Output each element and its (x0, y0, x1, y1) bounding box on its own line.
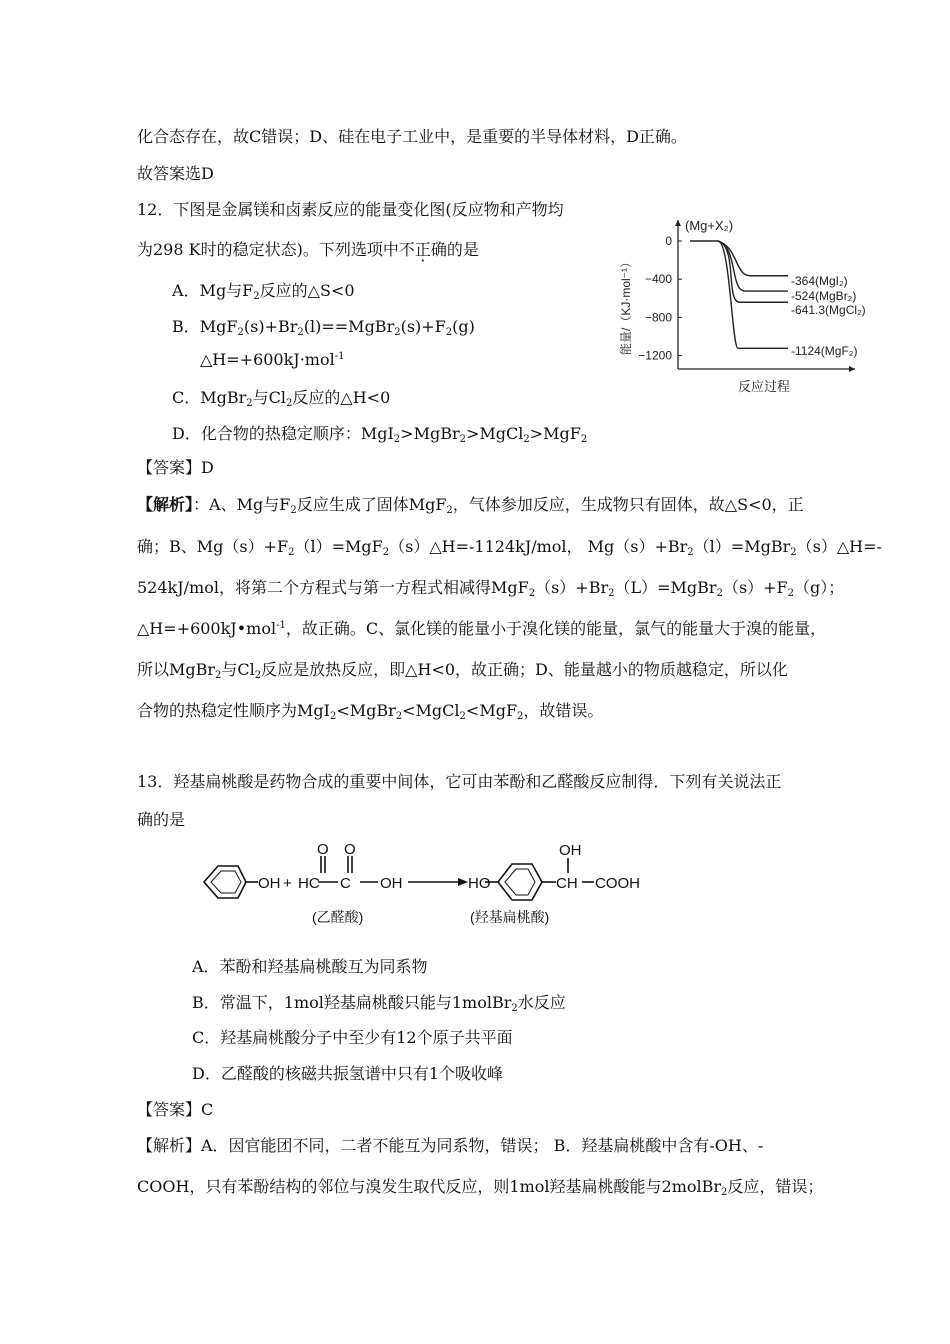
explanation-line (137, 495, 804, 515)
explanation-text: 合物的热稳定性顺序为MgI (137, 701, 330, 720)
hydroxymandelic-acid-label: (羟基扁桃酸) (470, 909, 550, 925)
option-a: A．苯酚和羟基扁桃酸互为同系物 (192, 957, 428, 976)
y-tick-label: −800 (644, 310, 672, 325)
option-text: (s)+Br (243, 317, 298, 336)
subscript: 2 (459, 711, 466, 722)
answer-13: 【答案】C (137, 1100, 214, 1119)
series-label: -524(MgBr₂) (791, 289, 857, 303)
explanation-text: ：A、Mg与F (193, 495, 291, 514)
subscript: 2 (237, 327, 244, 338)
stem-text: 的是 (446, 240, 479, 259)
c-atom: C (340, 875, 351, 892)
explanation-text: 反应，错误； (727, 1177, 824, 1196)
subscript: 2 (511, 1003, 518, 1014)
chart-title: (Mg+X₂) (685, 218, 734, 233)
option-text: D．化合物的热稳定顺序：MgI (172, 424, 394, 443)
y-tick-label: −1200 (638, 348, 672, 363)
subscript: 2 (290, 505, 297, 516)
explanation-text: 与Cl (221, 660, 255, 679)
option-text: >MgF (529, 424, 581, 443)
option-d (172, 424, 587, 444)
subscript: 2 (446, 505, 453, 516)
explanation-line (137, 537, 882, 557)
question-12-stem (137, 240, 479, 260)
explanation-line (137, 660, 788, 680)
explanation-text: （s）+Br (535, 578, 609, 597)
plus-sign: + (283, 875, 292, 892)
explanation-text: 反应是放热反应，即△H<0，故正确；D、能量越小的物质越稳定，所以化 (261, 660, 788, 679)
explanation-text: （l）=MgBr (693, 537, 791, 556)
cooh-group: COOH (595, 875, 640, 892)
series-label: -641.3(MgCl₂) (791, 303, 866, 317)
text-line: 故答案选D (137, 164, 214, 183)
subscript: 2 (721, 1187, 728, 1198)
explanation-line (137, 619, 826, 639)
subscript: 2 (253, 291, 260, 302)
explanation-text: （L）=MgBr (614, 578, 717, 597)
glyoxylic-acid-label: (乙醛酸) (312, 909, 364, 925)
subscript: 2 (445, 327, 453, 338)
explanation-text: <MgCl (402, 701, 460, 720)
option-text: (l)==MgBr (303, 317, 395, 336)
option-text: B．MgF (172, 317, 238, 336)
explanation-line (137, 701, 603, 721)
explanation-heading: 【解析】 (137, 495, 194, 514)
explanation-text: 524kJ/mol，将第二个方程式与第一方程式相减得MgF (137, 578, 529, 597)
explanation-line (137, 1177, 823, 1197)
explanation-line: 【解析】A．因官能团不同，二者不能互为同系物，错误； B．羟基扁桃酸中含有-OH、- (137, 1136, 764, 1155)
option-text: A．Mg与F (172, 281, 254, 300)
subscript: 2 (288, 547, 295, 558)
acid-oh: OH (380, 875, 403, 892)
option-text: 与Cl (252, 388, 287, 407)
explanation-text: （l）=MgF (294, 537, 383, 556)
subscript: 2 (459, 434, 466, 445)
explanation-text: ，气体参加反应，生成物只有固体，故△S<0，正 (452, 495, 804, 514)
subscript: 2 (787, 588, 795, 599)
oxygen-atom: O (344, 841, 356, 858)
question-13-stem: 确的是 (137, 810, 186, 829)
option-text: 反应的△H<0 (292, 388, 391, 407)
option-b (192, 993, 566, 1013)
x-axis-label: 反应过程 (738, 379, 791, 394)
subscript: 2 (393, 434, 401, 445)
answer-12: 【答案】D (137, 458, 214, 477)
subscript: 2 (580, 434, 588, 445)
ch-group: CH (556, 875, 578, 892)
subscript: 2 (215, 670, 222, 681)
explanation-text: （s）△H=- (796, 537, 882, 556)
explanation-text: （g）； (794, 578, 845, 597)
explanation-text: ，故错误。 (523, 701, 604, 720)
superscript: -1 (276, 620, 286, 631)
subscript: 2 (382, 547, 390, 558)
reaction-scheme (190, 838, 670, 933)
explanation-text: 反应生成了固体MgF (296, 495, 447, 514)
explanation-text: COOH，只有苯酚结构的邻位与溴发生取代反应，则1mol羟基扁桃酸能与2molBr (137, 1177, 722, 1196)
question-12-stem: 12．下图是金属镁和卤素反应的能量变化图(反应物和产物均 (137, 200, 564, 219)
option-text: △H=+600kJ·mol (200, 350, 335, 369)
subscript: 2 (528, 588, 536, 599)
hydroxyl-oh: OH (559, 842, 582, 859)
question-13-stem: 13．羟基扁桃酸是药物合成的重要中间体，它可由苯酚和乙醛酸反应制得．下列有关说法正 (137, 772, 782, 791)
explanation-text: △H=+600kJ•mol (137, 619, 277, 638)
subscript: 2 (297, 327, 304, 338)
subscript: 2 (790, 547, 797, 558)
explanation-text: 所以MgBr (137, 660, 216, 679)
hc-group: HC (298, 875, 320, 892)
y-tick-label: 0 (665, 234, 672, 248)
subscript: 2 (286, 398, 293, 409)
y-tick-label: −400 (644, 272, 672, 287)
energy-diagram-chart (610, 205, 880, 400)
option-c: C．羟基扁桃酸分子中至少有12个原子共平面 (192, 1028, 513, 1047)
option-b-enthalpy (200, 350, 344, 370)
subscript: 2 (395, 711, 403, 722)
option-text: >MgCl (465, 424, 524, 443)
y-axis-label: 能量/（KJ·mol⁻¹） (619, 255, 633, 355)
explanation-text: <MgF (465, 701, 518, 720)
phenol-oh: OH (258, 875, 281, 892)
series-label: -364(MgI₂) (791, 274, 848, 288)
option-a (172, 281, 355, 301)
superscript: -1 (334, 351, 345, 362)
option-text: 水反应 (517, 993, 566, 1012)
option-text: (s)+F (400, 317, 446, 336)
x-axis-arrow-icon (849, 366, 855, 372)
subscript: 2 (716, 588, 723, 599)
option-text: (g) (452, 317, 475, 336)
subscript: 2 (523, 434, 530, 445)
option-b (172, 317, 475, 337)
option-text: B．常温下，1mol羟基扁桃酸只能与1molBr (192, 993, 512, 1012)
subscript: 2 (394, 327, 401, 338)
oxygen-atom: O (317, 841, 329, 858)
subscript: 2 (254, 670, 262, 681)
explanation-line (137, 578, 844, 598)
subscript: 2 (246, 398, 253, 409)
option-text: 反应的△S<0 (259, 281, 355, 300)
subscript: 2 (517, 711, 524, 722)
option-text: >MgBr (400, 424, 460, 443)
subscript: 2 (329, 711, 337, 722)
explanation-text: （s）+F (722, 578, 788, 597)
emphasis-text: 不正确 (398, 240, 447, 259)
subscript: 2 (608, 588, 615, 599)
text-line: 化合态存在，故C错误；D、硅在电子工业中，是重要的半导体材料，D正确。 (137, 127, 687, 146)
explanation-text: ，故正确。C、氯化镁的能量小于溴化镁的能量，氯气的能量大于溴的能量， (285, 619, 827, 638)
option-text: C．MgBr (172, 388, 247, 407)
explanation-text: 确；B、Mg（s）+F (137, 537, 289, 556)
option-d: D．乙醛酸的核磁共振氢谱中只有1个吸收峰 (192, 1064, 504, 1083)
stem-text: 为298 K时的稳定状态)。下列选项中 (137, 240, 399, 259)
product-ho: HO (468, 875, 491, 892)
subscript: 2 (687, 547, 694, 558)
explanation-text: <MgBr (336, 701, 396, 720)
y-axis-arrow-icon (675, 220, 681, 226)
explanation-text: （s）△H=-1124kJ/mol， Mg（s）+Br (389, 537, 688, 556)
series-label: -1124(MgF₂) (791, 344, 858, 358)
option-c (172, 388, 390, 408)
